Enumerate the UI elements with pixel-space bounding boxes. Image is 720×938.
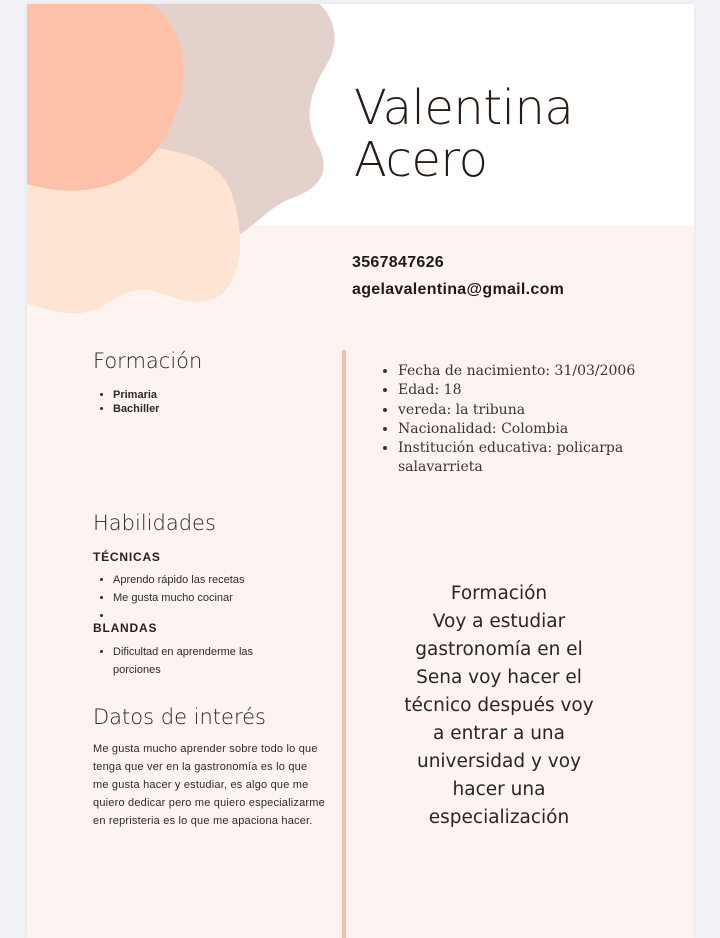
phone-number: 3567847626 — [352, 254, 444, 271]
tecnicas-label: TÉCNICAS — [93, 550, 161, 564]
list-item: • vereda: la tribuna — [398, 401, 658, 420]
list-item: • Bachiller — [113, 402, 159, 416]
column-divider — [342, 350, 346, 938]
list-item: • Nacionalidad: Colombia — [398, 420, 658, 439]
list-item: • Institución educativa: policarpa salavarrieta — [398, 439, 658, 478]
plan-line: Sena voy hacer el — [416, 667, 582, 688]
list-item: • Me gusta mucho cocinar — [113, 589, 244, 607]
email-address: agelavalentina@gmail.com — [352, 281, 565, 298]
habilidades-heading: Habilidades — [93, 511, 216, 535]
name-last: Acero — [354, 132, 488, 188]
plan-line: especialización — [428, 807, 570, 828]
formacion-list — [113, 388, 159, 416]
plan-line: Voy a estudiar — [432, 611, 566, 632]
resume-page — [27, 4, 694, 938]
future-plan-text — [382, 580, 616, 832]
name-first: Valentina — [354, 80, 574, 136]
list-item: • Edad: 18 — [398, 381, 658, 400]
personal-info-list — [398, 362, 658, 478]
plan-line: gastronomía en el — [415, 639, 583, 660]
plan-line: a entrar a una — [432, 723, 565, 744]
plan-line: hacer una — [452, 779, 546, 800]
tecnicas-list — [113, 571, 244, 619]
datos-heading: Datos de interés — [93, 705, 266, 729]
list-item — [113, 607, 244, 619]
formacion-heading: Formación — [93, 349, 203, 373]
blandas-list — [113, 643, 293, 679]
decorative-blobs — [27, 4, 357, 324]
plan-line: técnico después voy — [404, 695, 594, 716]
blandas-label: BLANDAS — [93, 621, 158, 635]
candidate-name — [354, 82, 573, 186]
list-item: • Aprendo rápido las recetas — [113, 571, 244, 589]
list-item: • Dificultad en aprenderme las porciones — [113, 643, 293, 679]
plan-line: Formación — [450, 583, 548, 604]
list-item: • Fecha de nacimiento: 31/03/2006 — [398, 362, 658, 381]
list-item: • Primaria — [113, 388, 159, 402]
datos-paragraph: Me gusta mucho aprender sobre todo lo que tenga que ver en la gastronomía es lo que me gusta hacer y estudiar, es algo que me quiero dedicar pero me quiero especializarme en repristeria es lo que me apaciona hacer. — [93, 743, 325, 827]
plan-line: universidad y voy — [416, 751, 582, 772]
